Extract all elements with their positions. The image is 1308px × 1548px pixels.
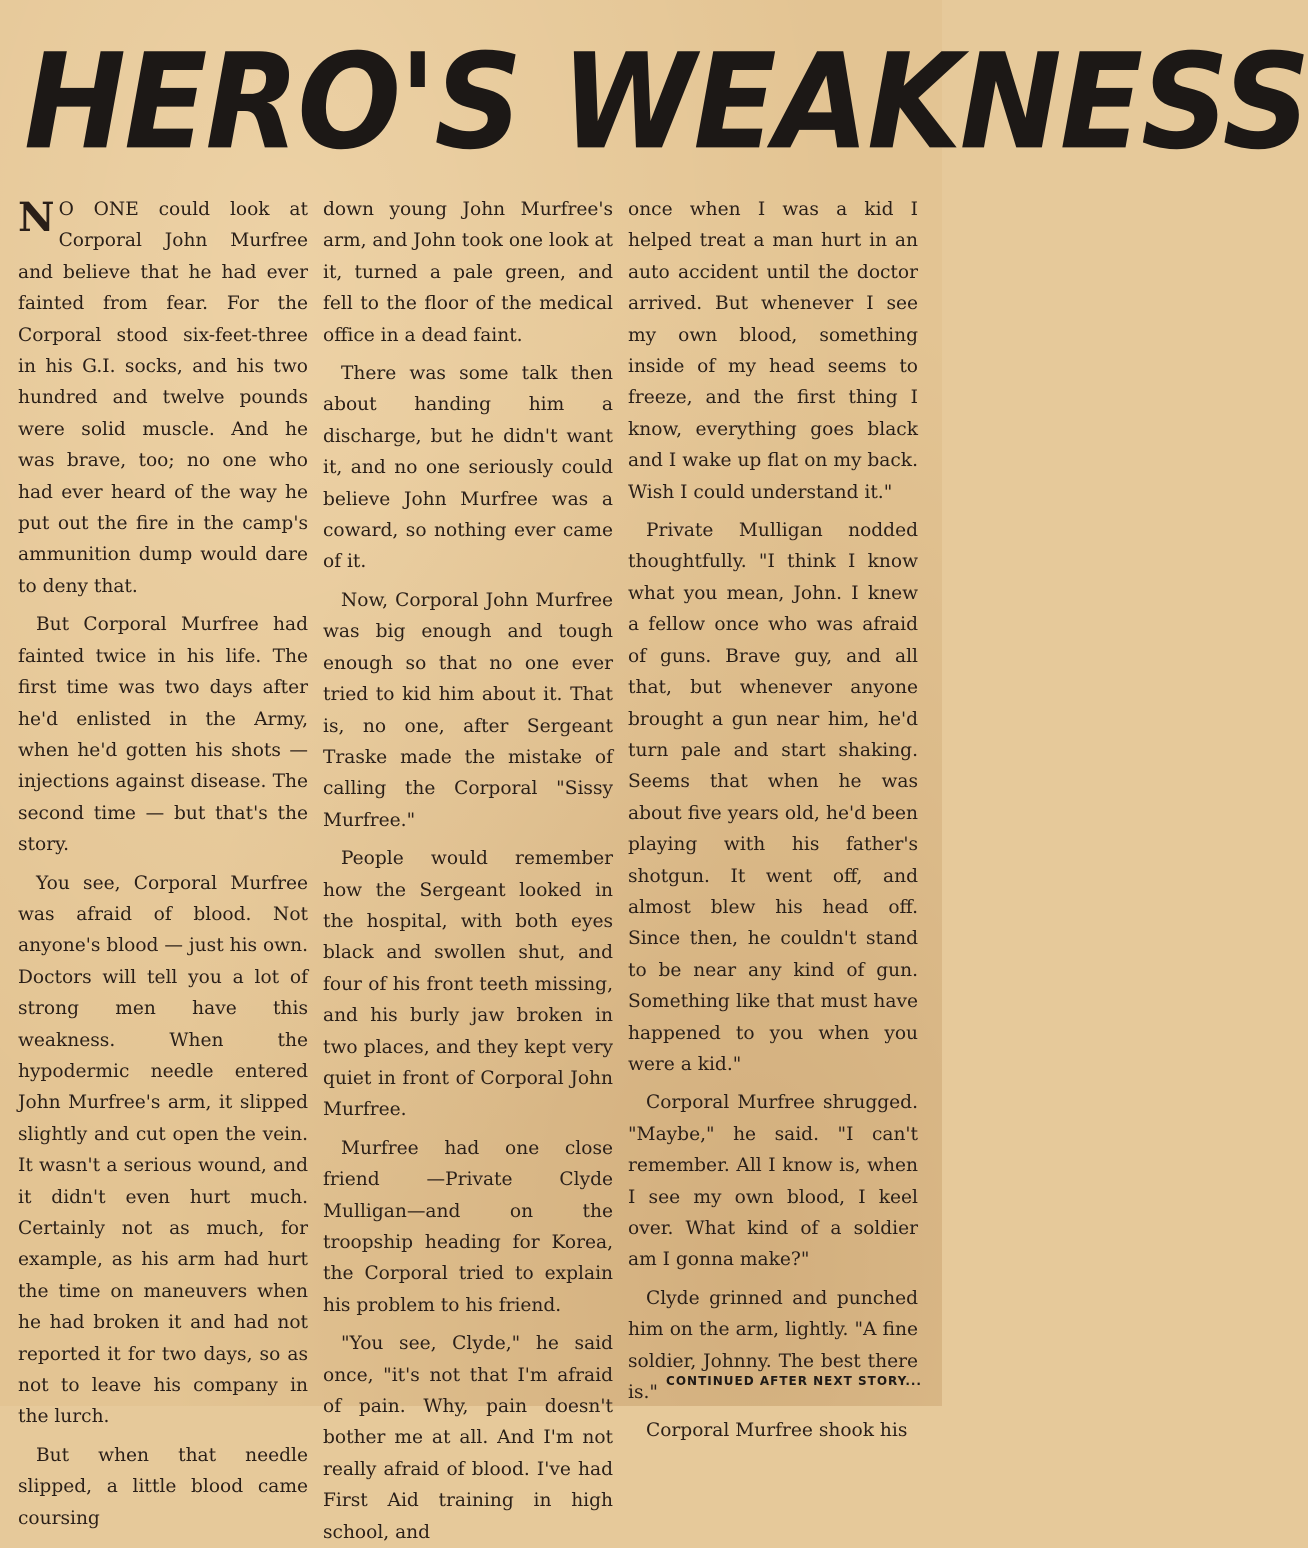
paragraph: "You see, Clyde," he said once, "it's not that I'm afraid of pain. Why, pain doesn't bother me at all. And I'm not really afraid of blood. I've had First Aid training in high school, and <box>323 1333 613 1543</box>
paragraph: once when I was a kid I helped treat a man hurt in an auto accident until the doctor arrived. But whenever I see my own blood, something inside of my head seems to freeze, and the first thing I know, everything goes black and I wake up flat on my back. Wish I could understand it." <box>628 199 918 503</box>
paragraph: Murfree had one close friend —Private Clyde Mulligan—and on the troopship heading for Korea, the Corporal tried to explain his problem to his friend. <box>323 1137 613 1316</box>
story-title: HERO'S WEAKNESS <box>24 25 1308 179</box>
paragraph: People would remember how the Sergeant looked in the hospital, with both eyes black and swollen shut, and four of his front teeth missing, and his burly jaw broken in two places, and they kept very quiet in front of Corporal John Murfree. <box>323 848 613 1121</box>
paragraph: But when that needle slipped, a little blood came coursing <box>18 1444 308 1529</box>
drop-cap: N <box>18 194 55 241</box>
paragraph <box>18 194 308 602</box>
column-1 <box>18 194 308 1529</box>
paragraph: Corporal Murfree shrugged. "Maybe," he said. "I can't remember. All I know is, when I see my own blood, I keel over. What kind of a soldier am I gonna make?" <box>628 1092 918 1271</box>
paragraph: Clyde grinned and punched him on the arm, lightly. "A fine soldier, Johnny. The best there is." <box>628 1287 918 1404</box>
paragraph: You see, Corporal Murfree was afraid of blood. Not anyone's blood — just his own. Doctors will tell you a lot of strong men have this weakness. When the hypodermic needle entered John Murfree's arm, it slipped slightly and cut open the vein. It wasn't a serious wound, and it didn't even hurt much. Certainly not as much, for example, as his arm had hurt the time on maneuvers when he had broken it and had not reported it for two days, so as not to leave his company in the lurch. <box>18 872 308 1428</box>
paragraph: There was some talk then about handing him a discharge, but he didn't want it, and no one seriously could believe John Murfree was a coward, so nothing ever came of it. <box>323 363 613 573</box>
continued-note: CONTINUED AFTER NEXT STORY... <box>666 1374 922 1388</box>
paragraph-text: O ONE could look at Corporal John Murfree and believe that he had ever fainted from fear. For the Corporal stood six-feet-three in his G.I. socks, and his two hundred and twelve pounds were solid muscle. And he was brave, too; no one who had ever heard of the way he put out the fire in the camp's ammunition dump would dare to deny that. <box>18 199 308 597</box>
column-2 <box>323 194 614 1543</box>
paragraph: Private Mulligan nodded thoughtfully. "I think I know what you mean, John. I knew a fellow once who was afraid of guns. Brave guy, and all that, but whenever anyone brought a gun near him, he'd turn pale and start shaking. Seems that when he was about five years old, he'd been playing with his father's shotgun. It went off, and almost blew his head off. Since then, he couldn't stand to be near any kind of gun. Something like that must have happened to you when you were a kid." <box>628 520 918 1075</box>
paragraph: But Corporal Murfree had fainted twice in his life. The first time was two days after he'd enlisted in the Army, when he'd gotten his shots — injections against disease. The second time — but that's the story. <box>18 614 308 856</box>
paragraph: Now, Corporal John Murfree was big enough and tough enough so that no one ever tried to kid him about it. That is, no one, after Sergeant Traske made the mistake of calling the Corporal "Sissy Murfree." <box>323 589 613 831</box>
paragraph: down young John Murfree's arm, and John took one look at it, turned a pale green, and fell to the floor of the medical office in a dead faint. <box>323 199 614 346</box>
paragraph: Corporal Murfree shook his <box>646 1420 908 1442</box>
